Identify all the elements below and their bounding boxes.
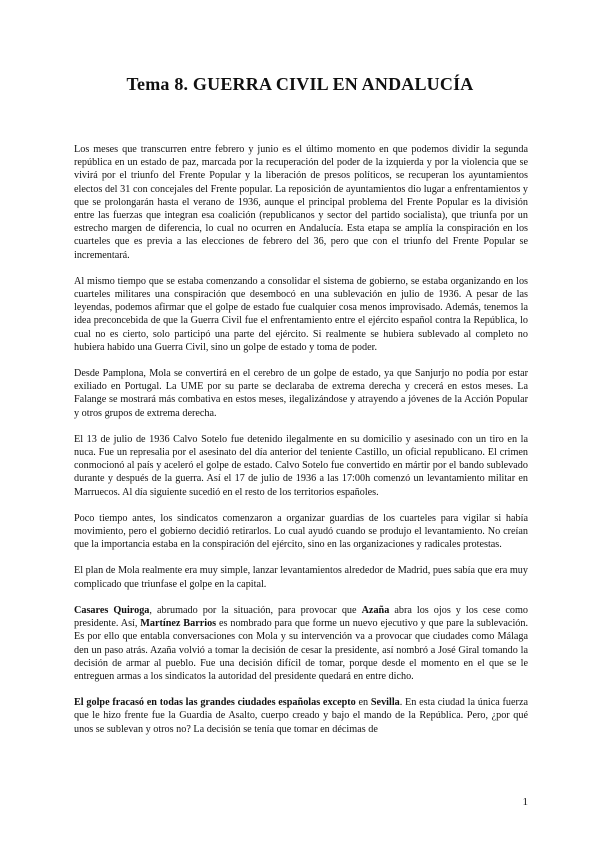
paragraph bbox=[74, 275, 528, 354]
paragraph bbox=[74, 143, 528, 262]
paragraph-text: , abrumado por la situación, para provocar que bbox=[149, 604, 362, 616]
paragraph-text: Poco tiempo antes, los sindicatos comenzaron a organizar guardias de los cuarteles para vigilar si había movimiento, pero el gobierno decidió retirarlos. Lo cual ayudó cuando se produjo el levantamiento. No creían que la importancia estaba en la conspiración del ejército, sino en las organizaciones y radicales protestas. bbox=[74, 512, 528, 551]
paragraph bbox=[74, 367, 528, 420]
bold-text: Casares Quiroga bbox=[74, 604, 150, 616]
paragraph-text: Los meses que transcurren entre febrero y junio es el último momento en que podemos dividir la segunda república en un estado de paz, marcada por la recuperación del poder de la izquierda y por la violencia que se vivirá por el triunfo del Frente Popular y la liberación de presos políticos, se recuperan los ayuntamientos electos del 31 con concejales del Frente popular. La reposición de ayuntamientos dio lugar a enfrentamientos y que se prolongarán hasta el verano de 1936, aunque el principal problema del Frente Popular es la división entre las fuerzas que integran esa coalición (republicanos y sector del partido socialista), que triunfa por un estrecho margen de diferencia, lo cual no ocurren en Andalucía. Esta etapa se amplía la conspiración en los cuarteles que es previa a las elecciones de febrero del 36, pero que con el triunfo del Frente Popular se incrementará. bbox=[74, 144, 528, 261]
paragraph bbox=[74, 433, 528, 499]
paragraph-text: abra los ojos y los cese como presidente. Así, bbox=[74, 604, 529, 630]
body-text bbox=[74, 143, 528, 736]
paragraph bbox=[74, 512, 528, 552]
paragraph-text: El 13 de julio de 1936 Calvo Sotelo fue detenido ilegalmente en su domicilio y asesinado con un tiro en la nuca. Fue un represalia por el asesinato del día anterior del teniente Castillo, un oficial republicano. El crimen conmocionó al país y aceleró el golpe de estado. Calvo Sotelo fue convertido en mártir por el bando sublevado durante y después de la guerra. Así el 17 de julio de 1936 a las 17:00h comenzó un levantamiento militar en Marruecos. Al día siguiente sucedió en el resto de los territorios españoles. bbox=[74, 433, 528, 498]
page-number: 1 bbox=[522, 796, 528, 808]
page-title: Tema 8. GUERRA CIVIL EN ANDALUCÍA bbox=[126, 74, 474, 94]
paragraph bbox=[74, 564, 528, 590]
bold-text: Azaña bbox=[361, 604, 390, 616]
bold-text: Sevilla bbox=[370, 697, 400, 709]
paragraph bbox=[74, 604, 528, 683]
paragraph-text: Desde Pamplona, Mola se convertirá en el cerebro de un golpe de estado, ya que Sanjurjo no podía por estar exiliado en Portugal. La UME por su parte se declaraba de extrema derecha y crecerá en estos meses. La Falange se mostrará más combativa en estos meses, ilegalizándose y atrayendo a jóvenes de la Acción Popular y otros grupos de extrema derecha. bbox=[74, 368, 528, 419]
paragraph-text: en bbox=[355, 697, 371, 709]
bold-text: El golpe fracasó en todas las grandes ciudades españolas excepto bbox=[74, 697, 356, 709]
paragraph-text: Al mismo tiempo que se estaba comenzando a consolidar el sistema de gobierno, se estaba organizando en los cuarteles militares una conspiración que desembocó en una sublevación en julio de 1936. A pesar de las leyendas, podemos afirmar que el golpe de estado fue cualquier cosa menos improvisado. Además, tenemos la idea preconcebida de que la Guerra Civil fue el enfrentamiento entre el ejército español contra la República, lo cual no es cierto, solo participó una parte del ejército. Si realmente se hubiera sublevado al completo no hubiera habido una Guerra Civil, sino un golpe de estado y toma de poder. bbox=[74, 275, 528, 353]
paragraph-text: El plan de Mola realmente era muy simple, lanzar levantamientos alrededor de Madrid, pues sabía que era muy complicado que triunfase el golpe en la capital. bbox=[74, 565, 528, 590]
bold-text: Martínez Barrios bbox=[140, 618, 217, 630]
paragraph-text: es nombrado para que forme un nuevo ejecutivo y que pare la sublevación. Es por ello que entabla conversaciones con Mola y su intervención va a provocar que ciudades como Málaga den un paso atrás. Azaña volvió a tomar la decisión de cesar la presidente, así nombró a José Giral tomando la decisión de armar al pueblo. Fue una decisión difícil de tomar, porque desde el momento en el que se le entreguen armas a los sindicatos la autoridad del presidente quedará en entre dicho. bbox=[74, 618, 529, 682]
paragraph bbox=[74, 696, 528, 736]
paragraph-text: . En esta ciudad la única fuerza que le hizo frente fue la Guardia de Asalto, cuerpo creado y bajo el mando de la República. Pero, ¿por qué unos se sublevan y otros no? La decisión se tenía que tomar en décimas de bbox=[74, 697, 528, 735]
